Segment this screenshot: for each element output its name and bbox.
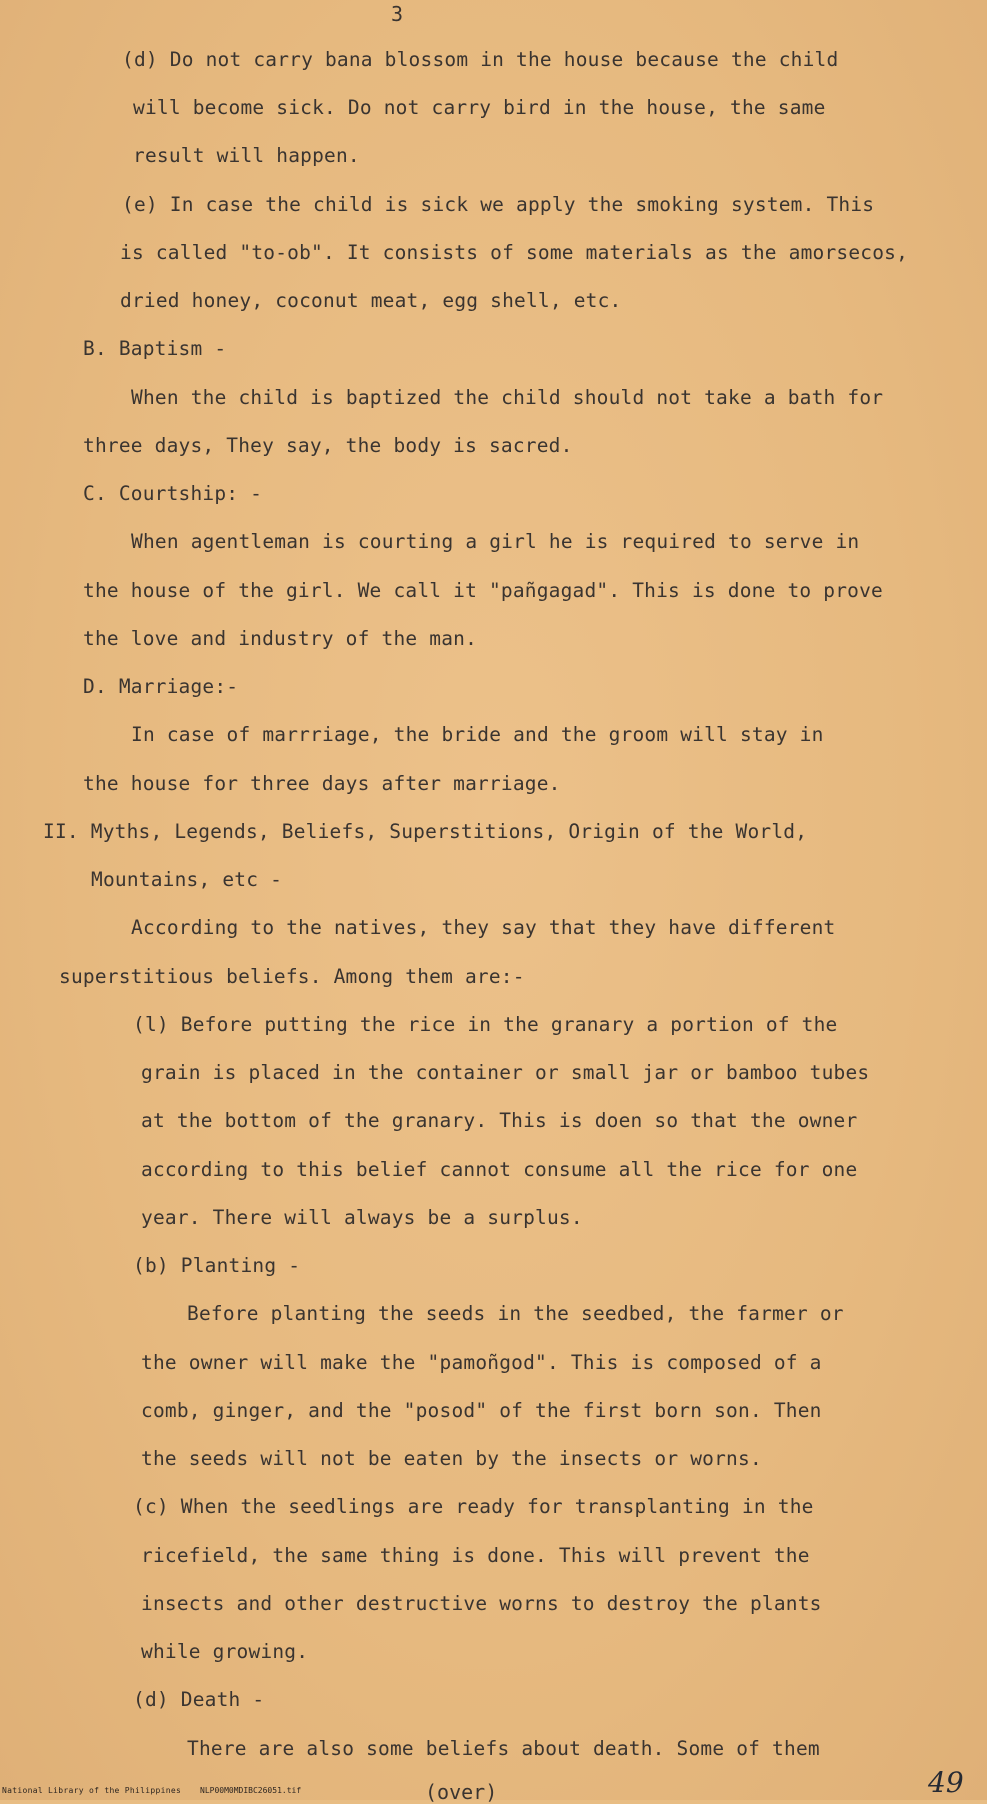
text-line: according to this belief cannot consume all the rice for one xyxy=(141,1158,858,1181)
text-line: insects and other destructive worns to destroy the plants xyxy=(141,1592,822,1615)
section-heading-myths-legends: II. Myths, Legends, Beliefs, Superstitions, Origin of the World, xyxy=(43,820,808,843)
footer-library-name: National Library of the Philippines xyxy=(2,1786,182,1795)
text-line: According to the natives, they say that they have different xyxy=(131,916,836,939)
section-heading-courtship: C. Courtship: - xyxy=(83,482,263,505)
text-line: at the bottom of the granary. This is doen so that the owner xyxy=(141,1109,858,1132)
text-line: Mountains, etc - xyxy=(91,868,283,891)
text-line: while growing. xyxy=(141,1640,309,1663)
text-line: the owner will make the "pamoñgod". This is composed of a xyxy=(141,1351,822,1374)
text-line: the seeds will not be eaten by the insects or worns. xyxy=(141,1447,762,1470)
text-line: is called "to-ob". It consists of some materials as the amorsecos, xyxy=(120,241,909,264)
text-line: result will happen. xyxy=(133,144,360,167)
page-number: 3 xyxy=(391,2,404,26)
subheading-death: (d) Death - xyxy=(133,1688,265,1711)
text-line: Before planting the seeds in the seedbed, the farmer or xyxy=(187,1302,844,1325)
text-line: the house for three days after marriage. xyxy=(83,772,561,795)
text-line: There are also some beliefs about death. Some of them xyxy=(187,1737,820,1760)
text-line: ricefield, the same thing is done. This will prevent the xyxy=(141,1544,810,1567)
text-line: When the child is baptized the child should not take a bath for xyxy=(131,386,884,409)
text-line: will become sick. Do not carry bird in the house, the same xyxy=(133,96,826,119)
text-line: comb, ginger, and the "posod" of the first born son. Then xyxy=(141,1399,822,1422)
text-line: the love and industry of the man. xyxy=(83,627,478,650)
text-line: year. There will always be a surplus. xyxy=(141,1206,583,1229)
text-line: When agentleman is courting a girl he is required to serve in xyxy=(131,530,860,553)
handwritten-page-number: 49 xyxy=(928,1766,964,1799)
text-line: In case of marrriage, the bride and the groom will stay in xyxy=(131,723,824,746)
text-line: superstitious beliefs. Among them are:- xyxy=(59,965,525,988)
section-heading-marriage: D. Marriage:- xyxy=(83,675,239,698)
text-line-e-smoking: (e) In case the child is sick we apply the smoking system. This xyxy=(122,193,875,216)
text-line-l-granary: (l) Before putting the rice in the granary a portion of the xyxy=(133,1013,838,1036)
text-line: the house of the girl. We call it "pañgagad". This is done to prove xyxy=(83,579,883,602)
text-line-c-seedlings: (c) When the seedlings are ready for transplanting in the xyxy=(133,1495,814,1518)
section-heading-baptism: B. Baptism - xyxy=(83,337,227,360)
subheading-planting: (b) Planting - xyxy=(133,1254,301,1277)
text-line-d-bana-blossom: (d) Do not carry bana blossom in the house because the child xyxy=(122,48,839,71)
text-line: grain is placed in the container or small jar or bamboo tubes xyxy=(141,1061,870,1084)
footer-file-code: NLP00M0MDIBC26051.tif xyxy=(200,1786,302,1795)
over-label: (over) xyxy=(425,1780,498,1804)
text-line: dried honey, coconut meat, egg shell, etc. xyxy=(120,289,622,312)
text-line: three days, They say, the body is sacred. xyxy=(83,434,573,457)
